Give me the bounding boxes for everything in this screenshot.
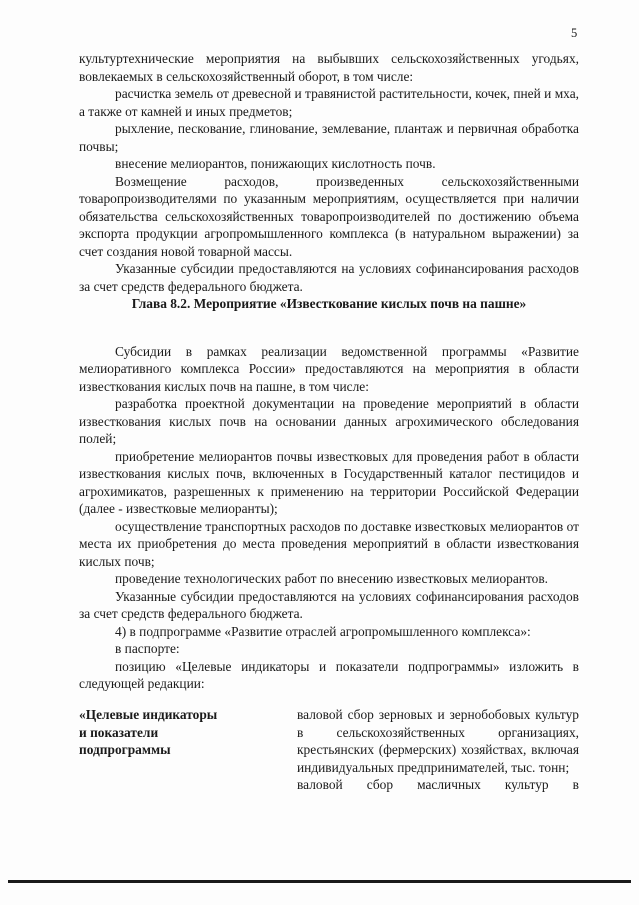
table-right-item: валовой сбор масличных культур в bbox=[297, 777, 579, 792]
table-left-line: «Целевые индикаторы bbox=[79, 707, 218, 722]
table-right-item: валовой сбор зерновых и зернобобовых культур в сельскохозяйственных организациях, крестьянских (фермерских) хозяйствах, включая индивидуальных предпринимателей, тыс. тонн; bbox=[297, 707, 579, 775]
table-left-line: и показатели bbox=[79, 724, 159, 740]
paragraph: Указанные субсидии предоставляются на условиях софинансирования расходов за счет средств федерального бюджета. bbox=[79, 261, 579, 294]
paragraph: 4) в подпрограмме «Развитие отраслей агропромышленного комплекса»: bbox=[115, 623, 531, 639]
paragraph: расчистка земель от древесной и травянистой растительности, кочек, пней и мха, а также от камней и иных предметов; bbox=[79, 86, 579, 119]
paragraph: Указанные субсидии предоставляются на условиях софинансирования расходов за счет средств федерального бюджета. bbox=[79, 588, 579, 621]
spacer bbox=[79, 313, 579, 343]
paragraph: в паспорте: bbox=[115, 641, 180, 656]
paragraph: Субсидии в рамках реализации ведомственной программы «Развитие мелиоративного комплекса России» предоставляются на мероприятия в области известкования кислых почв на пашне, в том числе: bbox=[79, 343, 579, 394]
indicators-table bbox=[79, 706, 579, 794]
table-left-line: подпрограммы bbox=[79, 742, 171, 757]
paragraph: рыхление, пескование, глинование, землевание, плантаж и первичная обработка почвы; bbox=[79, 121, 579, 154]
paragraph: проведение технологических работ по внесению известковых мелиорантов. bbox=[115, 571, 548, 586]
paragraph: внесение мелиорантов, понижающих кислотность почв. bbox=[115, 156, 436, 171]
paragraph: Возмещение расходов, произведенных сельскохозяйственными товаропроизводителями по указанным мероприятиям, осуществляется при наличии обязательства сельскохозяйственных товаропроизводителей по достижению объема экспорта продукции агропромышленного комплекса (в натуральном выражении) за счет создания новой товарной массы. bbox=[79, 173, 579, 259]
paragraph: разработка проектной документации на проведение мероприятий в области известкования кислых почв на основании данных агрохимического обследования полей; bbox=[79, 396, 579, 446]
scan-bottom-border bbox=[8, 880, 631, 883]
table-right-column bbox=[297, 706, 579, 794]
page-number: 5 bbox=[571, 26, 578, 40]
table-left-column bbox=[79, 706, 279, 794]
chapter-heading: Глава 8.2. Мероприятие «Известкование кислых почв на пашне» bbox=[131, 296, 527, 311]
paragraph: приобретение мелиорантов почвы известковых для проведения работ в области известкования кислых почв, включенных в Государственный каталог пестицидов и агрохимикатов, разрешенных к применению на территории Российской Федерации (далее - известковые мелиоранты); bbox=[79, 448, 579, 516]
document-body bbox=[79, 50, 579, 693]
paragraph: позицию «Целевые индикаторы и показатели подпрограммы» изложить в следующей редакции: bbox=[79, 658, 579, 691]
paragraph: культуртехнические мероприятия на выбывших сельскохозяйственных угодьях, вовлекаемых в сельскохозяйственный оборот, в том числе: bbox=[79, 51, 579, 84]
paragraph: осуществление транспортных расходов по доставке известковых мелиорантов от места их приобретения до места проведения мероприятий в области известкования кислых почв; bbox=[79, 518, 579, 569]
